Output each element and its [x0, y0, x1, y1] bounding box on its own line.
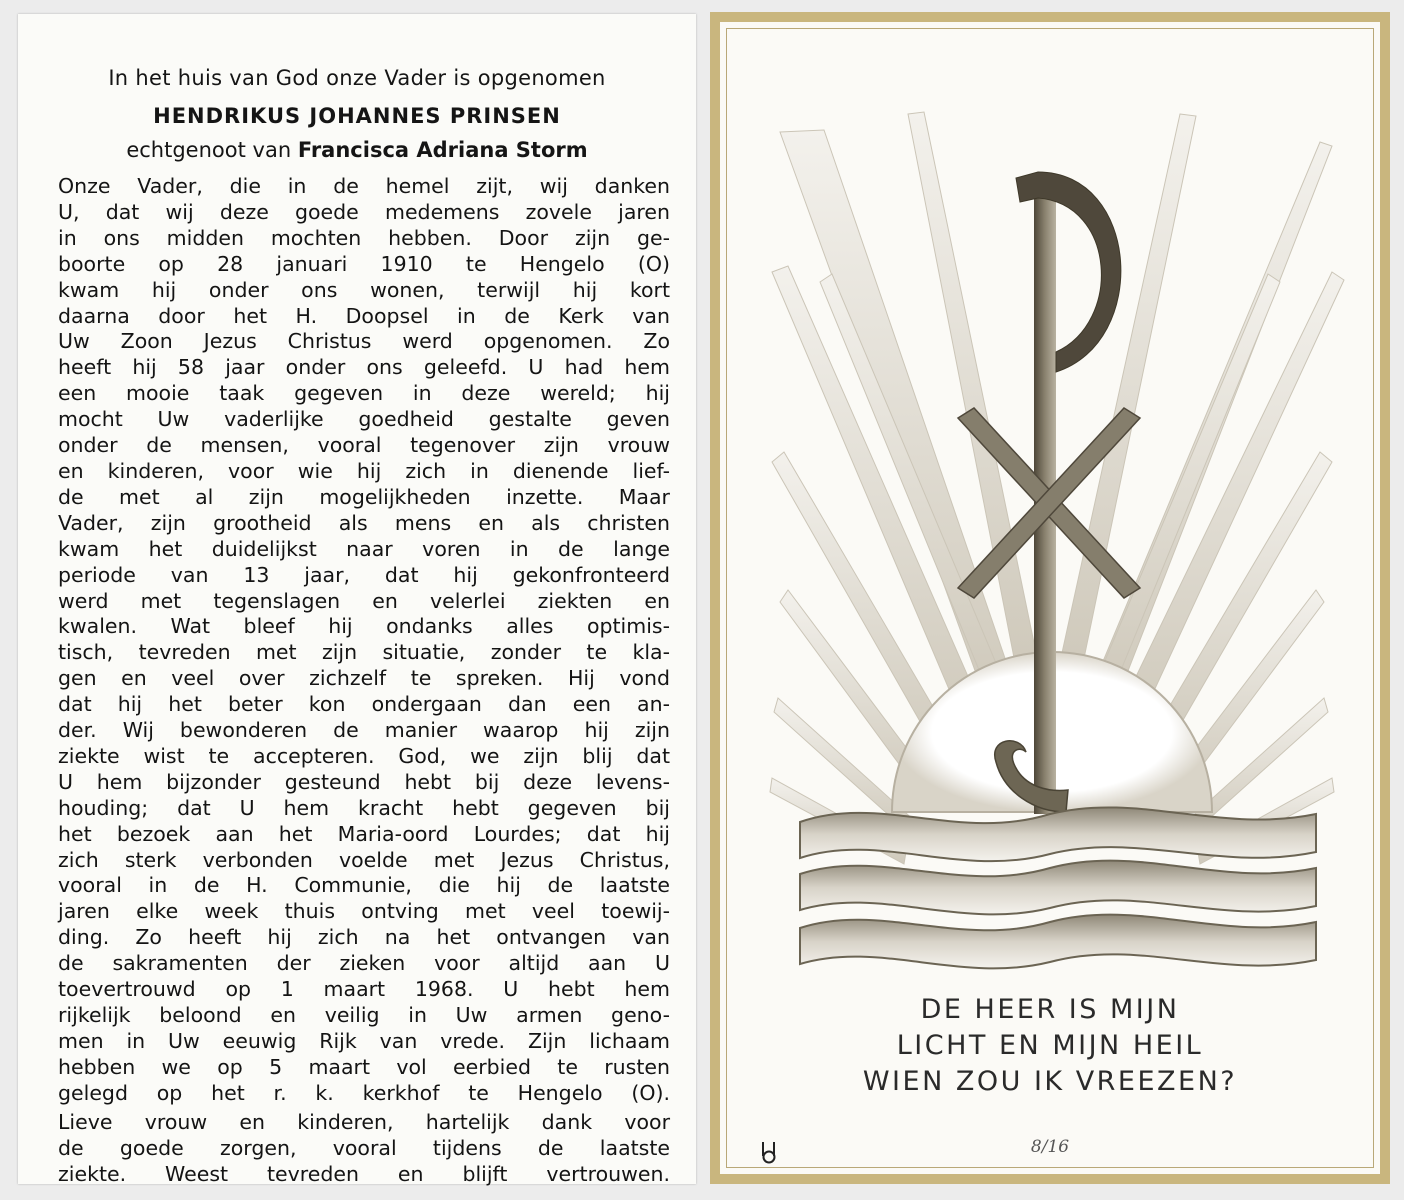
closing-line: ziekte. Weest tevreden en blijft vertrouwen. — [58, 1161, 670, 1186]
body-line: de met al zijn mogelijkheden inzette. Maar — [58, 484, 670, 509]
spouse-name: Francisca Adriana Storm — [297, 138, 588, 162]
body-line: der. Wij bewonderen de manier waarop hij zijn — [58, 718, 670, 743]
body-line: vooral in de H. Communie, die hij de laatste — [58, 873, 670, 898]
motto-line-1: DE HEER IS MIJN — [920, 994, 1180, 1025]
memorial-text-card — [18, 14, 696, 1184]
image-card-inner — [720, 22, 1380, 1174]
body-line: mocht Uw vaderlijke goedheid gestalte geven — [58, 407, 670, 432]
body-line: zich sterk verbonden voelde met Jezus Christus, — [58, 847, 670, 872]
body-line: tisch, tevreden met zijn situatie, zonder te kla- — [58, 640, 670, 665]
body-line: houding; dat U hem kracht hebt gegeven bij — [58, 795, 670, 820]
prayer-body-text — [58, 174, 670, 1107]
rho-loop — [1016, 172, 1121, 372]
body-line: onder de mensen, vooral tegenover zijn vrouw — [58, 433, 670, 458]
closing-text — [58, 1110, 670, 1188]
body-line: Vader, zijn grootheid als mens en als christen — [58, 510, 670, 535]
body-line: Uw Zoon Jezus Christus werd opgenomen. Zo — [58, 329, 670, 354]
sea-waves — [800, 807, 1316, 968]
body-line: kwam hij onder ons wonen, terwijl hij kort — [58, 277, 670, 302]
body-line: dat hij het beter kon ondergaan dan een an- — [58, 692, 670, 717]
body-line: heeft hij 58 jaar onder ons geleefd. U had hem — [58, 355, 670, 380]
body-line: hebben we op 5 maart vol eerbied te rusten — [58, 1054, 670, 1079]
body-line: Onze Vader, die in de hemel zijt, wij danken — [58, 174, 670, 198]
spouse-prefix: echtgenoot van — [126, 138, 292, 162]
body-line: werd met tegenslagen en velerlei ziekten en — [58, 588, 670, 613]
body-line: het bezoek aan het Maria-oord Lourdes; dat hij — [58, 821, 670, 846]
body-line: in ons midden mochten hebben. Door zijn ge- — [58, 225, 670, 250]
closing-line: Lieve vrouw en kinderen, hartelijk dank voor — [58, 1110, 670, 1134]
spouse-line — [18, 138, 696, 162]
body-line: kwalen. Wat bleef hij ondanks alles optimis- — [58, 614, 670, 639]
memorial-image-card — [710, 12, 1390, 1184]
deceased-name: HENDRIKUS JOHANNES PRINSEN — [153, 104, 561, 128]
body-line: U, dat wij deze goede medemens zovele jaren — [58, 199, 670, 224]
body-line: U hem bijzonder gesteund hebt bij deze levens- — [58, 769, 670, 794]
body-line: jaren elke week thuis ontving met veel toewij- — [58, 899, 670, 924]
body-line: ziekte wist te accepteren. God, we zijn blij dat — [58, 743, 670, 768]
motto-line-3: WIEN ZOU IK VREEZEN? — [862, 1066, 1238, 1097]
intro-line: In het huis van God onze Vader is opgenomen — [108, 66, 606, 90]
body-line: een mooie taak gegeven in deze wereld; hij — [58, 381, 670, 406]
body-line: rijkelijk beloond en veilig in Uw armen geno- — [58, 1003, 670, 1027]
body-line: daarna door het H. Doopsel in de Kerk van — [58, 303, 670, 328]
body-line: en kinderen, voor wie hij zich in dienende lief- — [58, 458, 670, 483]
motto-line-2: LICHT EN MIJN HEIL — [896, 1030, 1204, 1061]
body-line: periode van 13 jaar, dat hij gekonfronteerd — [58, 562, 670, 587]
body-line: boorte op 28 januari 1910 te Hengelo (O) — [58, 251, 670, 276]
body-line: kwam het duidelijkst naar voren in de lange — [58, 536, 670, 561]
body-line: men in Uw eeuwig Rijk van vrede. Zijn lichaam — [58, 1028, 670, 1053]
body-line: gelegd op het r. k. kerkhof te Hengelo (O). — [58, 1080, 670, 1105]
card-number: 8/16 — [1030, 1137, 1070, 1157]
body-line: gen en veel over zichzelf te spreken. Hij vond — [58, 666, 670, 691]
body-line: ding. Zo heeft hij zich na het ontvangen van — [58, 925, 670, 950]
closing-line: de goede zorgen, vooral tijdens de laatste — [58, 1135, 670, 1160]
body-line: toevertrouwd op 1 maart 1968. U hebt hem — [58, 977, 670, 1002]
body-line: de sakramenten der zieken voor altijd aan U — [58, 951, 670, 976]
